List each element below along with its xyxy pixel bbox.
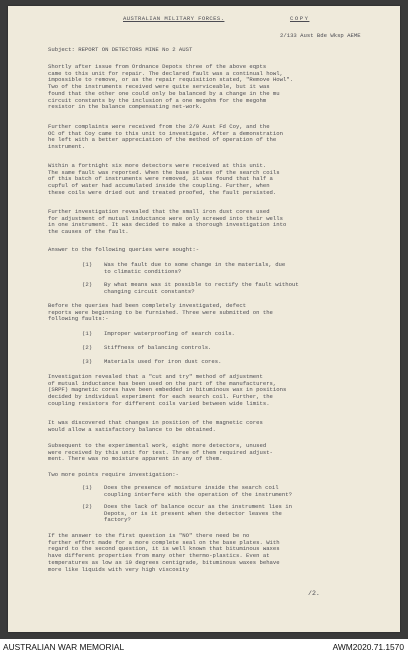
query-2: [104, 282, 394, 295]
page-number: /2.: [308, 590, 320, 597]
unit-reference: 2/133 Aust Bde Wksp AEME: [280, 32, 361, 39]
paragraph-line: Shortly after issue from Ordnance Depots three of the above eqpts: [48, 63, 267, 70]
paragraph-line: following faults:-: [48, 315, 109, 323]
subject-line: Subject: REPORT ON DETECTORS MINE No 2 AUST: [48, 46, 193, 53]
header-copy-label: COPY: [290, 15, 310, 22]
paragraph-line: instrument.: [48, 143, 85, 151]
fault-1: Improper waterproofing of search coils.: [104, 330, 235, 337]
paragraph-line: ment. There was no moisture apparent in any of them.: [48, 455, 223, 463]
header-title: AUSTRALIAN MILITARY FORCES.: [123, 15, 225, 22]
query-line: Was the fault due to some change in the materials, due: [104, 261, 286, 268]
paragraph-line: came to this unit for repair. The declared fault was a continual howl,: [48, 69, 283, 77]
paragraph-line: Answer to the following queries were sought:-: [48, 246, 200, 253]
query-number: (1): [82, 261, 93, 268]
paragraph-line: Further investigation revealed that the small iron dust cores used: [48, 208, 270, 215]
paragraph-9: [48, 443, 400, 463]
question-line: factory?: [104, 516, 131, 524]
institution-name: AUSTRALIAN WAR MEMORIAL: [3, 642, 125, 652]
paragraph-line: resistor in the balance compensating net-work.: [48, 103, 203, 111]
query-1: [104, 262, 394, 275]
question-line: Does the lack of balance occur as the instrument lies in: [104, 503, 292, 510]
paragraph-line: of mutual inductance has been used on the part of the manufacturers,: [48, 379, 277, 387]
paragraph-line: Two of the instruments received were quite serviceable, but it was: [48, 83, 270, 91]
question-2: [104, 504, 394, 524]
paragraph-8: [48, 420, 400, 433]
typed-document-page: [8, 6, 400, 632]
paragraph-4: [48, 209, 400, 236]
paragraph-line: Before the queries had been completely investigated, defect: [48, 302, 247, 309]
query-number: (2): [82, 281, 93, 288]
accession-number: AWM2020.71.1570: [332, 642, 404, 652]
paragraph-line: he left with a better appreciation of the method of operation of the: [48, 136, 277, 144]
question-line: coupling interfere with the operation of the instrument?: [104, 490, 292, 498]
paragraph-7: [48, 374, 400, 408]
paragraph-line: in one instrument. It was decided to make a thorough investigation into: [48, 221, 287, 229]
paragraph-line: Two more points require investigation:-: [48, 471, 179, 478]
fault-number: (3): [82, 358, 93, 365]
question-line: Depots, or is it present when the detector leaves the: [104, 509, 282, 517]
paragraph-1: [48, 64, 400, 111]
paragraph-line: for adjustment of mutual inductance were only screwed into their wells: [48, 214, 283, 222]
query-line: to climatic conditions?: [104, 267, 182, 275]
paragraph-line: If the answer to the first question is "NO" there need be no: [48, 532, 250, 539]
paragraph-line: the causes of the fault.: [48, 228, 129, 236]
question-line: Does the presence of moisture inside the search coil: [104, 484, 279, 491]
paragraph-line: found that the other one could only be balanced by a change in the mu: [48, 89, 280, 97]
paragraph-line: reports were beginning to be furnished. Three were submitted on the: [48, 308, 273, 316]
query-line: changing circuit constants?: [104, 287, 195, 295]
paragraph-line: Further complaints were received from the 2/9 Aust Fd Coy, and the: [48, 123, 270, 130]
paragraph-line: circuit constants by the inclusion of a one megohm for the megohm: [48, 96, 267, 104]
paragraph-3: [48, 163, 400, 197]
paragraph-line: Within a fortnight six more detectors were received at this unit.: [48, 162, 267, 169]
fault-number: (1): [82, 330, 93, 337]
paragraph-line: these coils were dried out and treated proofed, the fault persisted.: [48, 188, 277, 196]
fault-number: (2): [82, 344, 93, 351]
archive-footer: [0, 639, 408, 653]
query-line: By what means was it possible to rectify the fault without: [104, 281, 299, 288]
paragraph-line: temperatures as low as 10 degrees centigrade, bituminous waxes behave: [48, 558, 280, 566]
question-1: [104, 485, 394, 498]
paragraph-line: Subsequent to the experimental work, eight more detectors, unused: [48, 442, 267, 449]
paragraph-line: OC of that Coy came to this unit to investigate. After a demonstration: [48, 129, 283, 137]
paragraph-6: [48, 303, 400, 323]
paragraph-line: cupful of water had accumulated inside the coupling. Further, when: [48, 182, 270, 190]
paragraph-2: [48, 124, 400, 151]
paragraph-line: (SRPF) magnetic cores have been embedded in bituminous wax in positions: [48, 386, 287, 394]
paragraph-line: would allow a satisfactory balance to be obtained.: [48, 425, 216, 433]
paragraph-5: [48, 247, 400, 254]
paragraph-line: more like liquids with very high viscosity: [48, 565, 189, 573]
paragraph-line: impossible to remove, or as the repair requisition stated, "Remove Howl".: [48, 76, 294, 84]
fault-2: Stiffness of balancing controls.: [104, 344, 212, 351]
paragraph-line: further effort made for a more complete seal on the base plates. With: [48, 538, 280, 546]
paragraph-10: [48, 472, 400, 479]
paragraph-line: of this batch of instruments were removed, it was found that half a: [48, 175, 273, 183]
fault-3: Materials used for iron dust cores.: [104, 358, 222, 365]
paragraph-line: Investigation revealed that a "cut and try" method of adjustment: [48, 373, 263, 380]
question-number: (1): [82, 484, 93, 491]
paragraph-11: [48, 533, 400, 573]
paragraph-line: coupling resistors for different coils varied between wide limits.: [48, 399, 270, 407]
paragraph-line: were received by this unit for test. Three of them required adjust-: [48, 448, 273, 456]
paragraph-line: It was discovered that changes in position of the magnetic cores: [48, 419, 263, 426]
paragraph-line: have different properties from many other thermo-plastics. Even at: [48, 552, 270, 560]
question-number: (2): [82, 503, 93, 510]
paragraph-line: The same fault was reported. When the base plates of the search coils: [48, 168, 280, 176]
paragraph-line: regard to the second question, it is well known that bituminous waxes: [48, 545, 280, 553]
paragraph-line: decided by individual experiment for each search coil. Further, the: [48, 393, 273, 401]
